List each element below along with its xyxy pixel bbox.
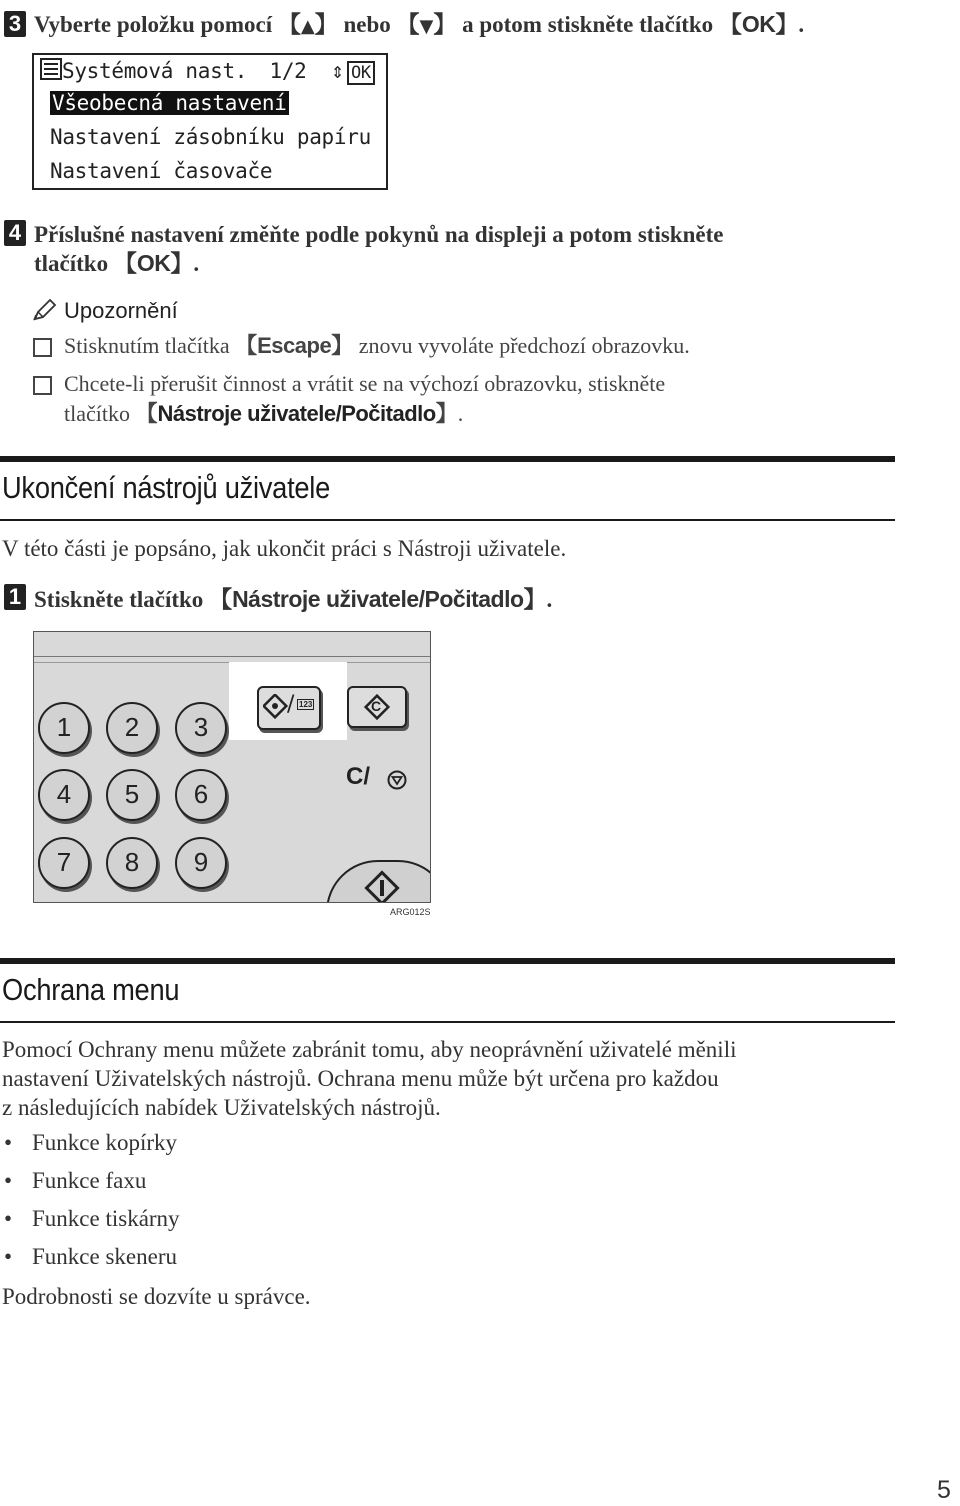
- clear-modes-button[interactable]: [347, 686, 407, 728]
- lcd-item-label: Nastavení časovače: [50, 159, 273, 183]
- user-tools-key-label: Nástroje uživatele/Počitadlo: [232, 586, 524, 612]
- step-text: Příslušné nastavení změňte podle pokynů na displeji a potom stiskněte: [34, 222, 724, 247]
- bullet-icon: •: [4, 1168, 13, 1193]
- step-text: Vyberte položku pomocí: [34, 12, 278, 37]
- bullet-icon: •: [4, 1130, 13, 1155]
- bracket: 【: [209, 587, 233, 613]
- figure-code: ARG012S: [390, 907, 431, 917]
- step-text: Stiskněte tlačítko: [34, 587, 210, 612]
- lcd-display: [32, 53, 388, 190]
- user-tools-key-label: Nástroje uživatele/Počitadlo: [157, 401, 436, 426]
- step-text: nebo: [337, 12, 397, 37]
- ok-key-label: OK: [136, 250, 171, 276]
- keypad-key-6[interactable]: 6: [175, 769, 227, 821]
- user-tools-counter-button[interactable]: [257, 686, 321, 730]
- bracket: 【: [113, 251, 137, 277]
- step-instruction: [34, 585, 552, 615]
- step-number-badge: 1: [4, 584, 26, 610]
- escape-key-label: Escape: [257, 333, 332, 358]
- lcd-menu-item[interactable]: [50, 125, 371, 149]
- bracket: 【: [396, 12, 420, 38]
- bracket: 】: [170, 251, 194, 277]
- keypad-key-8[interactable]: 8: [106, 837, 158, 889]
- down-arrow-icon: ▼: [419, 16, 434, 37]
- lcd-item-label: Nastavení zásobníku papíru: [50, 125, 371, 149]
- bullet-item: Funkce kopírky: [32, 1130, 178, 1155]
- bracket: 【: [235, 334, 258, 359]
- step-instruction: [34, 220, 723, 279]
- bullet-icon: •: [4, 1244, 13, 1269]
- section-rule-top: [0, 958, 895, 964]
- bracket: 【: [718, 12, 742, 38]
- bracket: 】: [331, 334, 354, 359]
- note-text-line2: [64, 399, 665, 430]
- bullet-item: Funkce faxu: [32, 1168, 147, 1193]
- paragraph-line: z následujících nabídek Uživatelských nástrojů.: [2, 1095, 441, 1120]
- note-text: Chcete-li přerušit činnost a vrátit se na výchozí obrazovku, stiskněte: [64, 371, 666, 396]
- note-title: Upozornění: [64, 298, 178, 323]
- bracket: 【: [135, 402, 158, 427]
- step-text: .: [193, 251, 200, 276]
- clear-modes-label: C: [371, 698, 382, 714]
- bullet-icon: •: [4, 1206, 13, 1231]
- keypad-key-4[interactable]: 4: [38, 769, 90, 821]
- step-number-badge: 3: [4, 11, 26, 37]
- bullet-item: Funkce skeneru: [32, 1244, 177, 1269]
- closing-note: Podrobnosti se dozvíte u správce.: [2, 1284, 311, 1309]
- clear-stop-button[interactable]: [346, 763, 416, 799]
- step-text: tlačítko: [34, 251, 114, 276]
- start-icon: [362, 868, 402, 903]
- checkbox-icon: [33, 338, 52, 357]
- step-instruction: [34, 10, 804, 41]
- note-item: [64, 369, 665, 430]
- lcd-item-label: Všeobecná nastavení: [52, 91, 287, 115]
- keypad-key-7[interactable]: 7: [38, 837, 90, 889]
- user-tools-icon: [263, 694, 289, 720]
- step-text: .: [798, 12, 805, 37]
- step-text-line2: [34, 249, 723, 279]
- slash-divider: /: [287, 692, 295, 717]
- lcd-menu-item[interactable]: [50, 159, 272, 183]
- section-paragraph: [2, 1035, 902, 1122]
- section-heading: Ukončení nástrojů uživatele: [2, 470, 331, 505]
- bracket: 】: [314, 12, 338, 38]
- step-text: .: [546, 587, 553, 612]
- up-arrow-icon: ▲: [300, 16, 315, 37]
- keypad-key-3[interactable]: 3: [175, 702, 227, 754]
- keypad-key-5[interactable]: 5: [106, 769, 158, 821]
- control-panel-illustration: [33, 631, 431, 903]
- start-button[interactable]: [326, 860, 431, 903]
- bracket: 】: [435, 402, 458, 427]
- lcd-title-row: [40, 58, 375, 83]
- section-intro: V této části je popsáno, jak ukončit práci s Nástroji uživatele.: [2, 536, 567, 561]
- lcd-page-indicator: 1/2: [269, 59, 307, 83]
- note-text: znovu vyvoláte předchozí obrazovku.: [353, 333, 690, 358]
- bracket: 】: [523, 587, 547, 613]
- lcd-title: Systémová nast.: [62, 59, 248, 83]
- menu-icon: [40, 58, 62, 80]
- bracket: 】: [775, 12, 799, 38]
- clear-stop-label: C/: [346, 763, 370, 790]
- keypad-key-9[interactable]: 9: [175, 837, 227, 889]
- lcd-menu-item-selected[interactable]: [50, 91, 289, 115]
- page-number: 5: [937, 1476, 951, 1504]
- keypad-key-1[interactable]: 1: [38, 702, 90, 754]
- note-item: [64, 331, 690, 362]
- scroll-arrows-icon: ⇕: [330, 63, 344, 82]
- bracket: 【: [277, 12, 301, 38]
- counter-label: 123: [299, 700, 313, 709]
- note-text: Stisknutím tlačítka: [64, 333, 236, 358]
- note-text: tlačítko: [64, 401, 136, 426]
- section-rule-top: [0, 456, 895, 462]
- section-rule-bottom: [0, 519, 895, 521]
- pencil-icon: [32, 298, 58, 322]
- section-rule-bottom: [0, 1021, 895, 1023]
- checkbox-icon: [33, 376, 52, 395]
- step-number-badge: 4: [4, 220, 26, 246]
- ok-key-label: OK: [741, 11, 776, 37]
- section-heading: Ochrana menu: [2, 972, 180, 1007]
- stop-icon: [386, 769, 408, 791]
- step-text: a potom stiskněte tlačítko: [456, 12, 719, 37]
- note-text: .: [457, 401, 464, 426]
- keypad-key-2[interactable]: 2: [106, 702, 158, 754]
- bullet-item: Funkce tiskárny: [32, 1206, 180, 1231]
- paragraph-line: Pomocí Ochrany menu můžete zabránit tomu, aby neoprávnění uživatelé měnili: [2, 1037, 737, 1062]
- lcd-ok-indicator: OK: [347, 61, 375, 85]
- bracket: 】: [433, 12, 457, 38]
- paragraph-line: nastavení Uživatelských nástrojů. Ochrana menu může být určena pro každou: [2, 1066, 719, 1091]
